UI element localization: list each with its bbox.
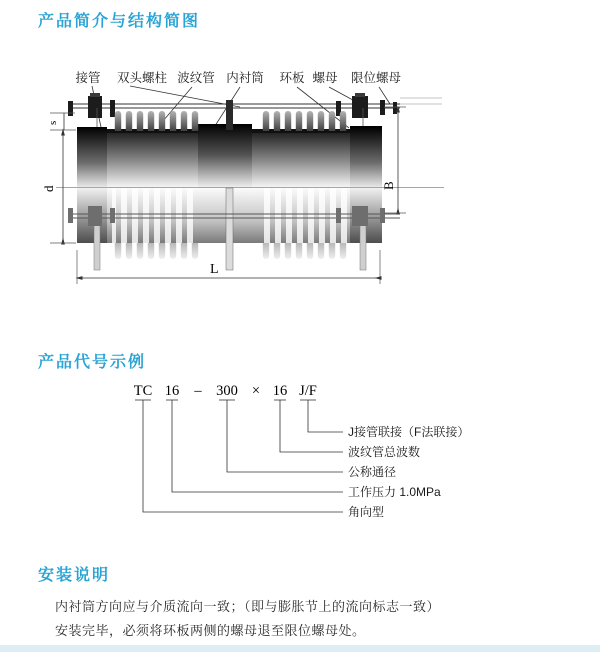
- tie-rod-upper: [68, 93, 442, 118]
- callout-wave-count: 波纹管总波数: [348, 445, 421, 459]
- label-connecting-pipe: 接管: [75, 71, 101, 85]
- code-seg-conn: J/F: [299, 383, 317, 399]
- dim-B: B: [381, 181, 396, 190]
- install-line-1: 内衬筒方向应与介质流向一致；（即与膨胀节上的流向标志一致）: [55, 599, 441, 614]
- label-double-stud: 双头螺柱: [116, 71, 168, 85]
- dim-s: s: [47, 120, 59, 125]
- code-seg-type: TC: [133, 383, 153, 399]
- callout-diameter: 公称通径: [348, 465, 397, 479]
- code-connector-lines: [135, 400, 343, 512]
- dim-L: L: [210, 262, 219, 277]
- section-title-install: 安装说明: [38, 567, 111, 584]
- code-seg-pressure: 16: [164, 383, 180, 399]
- label-ring-plate: 环板: [279, 71, 305, 85]
- dim-d: d: [41, 185, 56, 192]
- label-nut: 螺母: [312, 71, 338, 85]
- section-title-intro: 产品简介与结构简图: [38, 13, 201, 30]
- code-seg-diameter: 300: [216, 383, 238, 399]
- body-lower: [77, 188, 382, 270]
- install-line-2: 安装完毕，必须将环板两侧的螺母退至限位螺母处。: [55, 623, 366, 638]
- callout-pressure: 工作压力 1.0MPa: [348, 485, 441, 499]
- label-inner-liner: 内衬筒: [226, 71, 264, 85]
- code-seg-waves: 16: [272, 383, 288, 399]
- label-limit-nut: 限位螺母: [350, 71, 402, 85]
- section-title-code: 产品代号示例: [38, 354, 147, 371]
- callout-angular-type: 角向型: [348, 505, 385, 519]
- code-example: [134, 383, 470, 519]
- install-instructions: [55, 595, 440, 643]
- code-seg-dash: –: [194, 383, 202, 399]
- callout-connection: J接管联接（F法联接）: [348, 425, 470, 439]
- label-bellows: 波纹管: [177, 71, 215, 85]
- page-bottom-bar: [0, 645, 600, 652]
- code-seg-times: ×: [251, 383, 261, 399]
- part-labels: [75, 70, 401, 85]
